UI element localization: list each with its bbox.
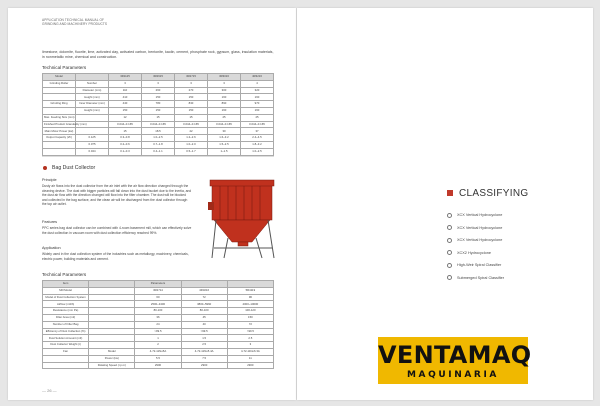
table-cell: 970 xyxy=(241,101,274,108)
table-cell: 830 xyxy=(175,101,208,108)
table-cell: 0.7~1.8 xyxy=(142,141,175,148)
table-cell: 5R4119 xyxy=(227,287,273,294)
table-cell: 72 xyxy=(227,321,273,328)
table-cell xyxy=(43,362,89,369)
table-cell: Model xyxy=(43,74,76,81)
table-cell: 2 xyxy=(135,342,181,349)
table-cell: Output Capacity (t/h) xyxy=(43,135,76,142)
table-cell: 37 xyxy=(241,128,274,135)
dust-collector-illustration xyxy=(208,178,280,260)
table-cell: 60 xyxy=(135,294,181,301)
mill-parameters-table xyxy=(42,73,274,156)
table-cell: 25 xyxy=(208,114,241,121)
table-cell: 410 xyxy=(109,94,142,101)
table-row xyxy=(43,121,274,128)
table-cell: Dust Solution Amount (m3) xyxy=(43,335,89,342)
page-header xyxy=(42,18,107,27)
left-page xyxy=(8,8,296,400)
table-cell xyxy=(43,355,89,362)
table-cell: 150 xyxy=(227,314,273,321)
technical-parameters-heading: Technical Parameters xyxy=(42,65,87,70)
table-cell: Filter Area (m2) xyxy=(43,314,89,321)
table-cell: 110 xyxy=(109,87,142,94)
table-cell xyxy=(227,281,273,288)
table-cell: 1.2~2.6 xyxy=(175,135,208,142)
table-cell: 4R3216 xyxy=(241,74,274,81)
bag-dust-collector-image xyxy=(208,178,280,260)
classifying-item-label: XCX Vertical Hydrocyclone xyxy=(457,213,503,218)
table-cell: 3R1125 xyxy=(109,74,142,81)
table-row xyxy=(43,308,274,315)
table-cell: 4-72-11No5.4A xyxy=(181,348,227,355)
table-cell: Efficiency of Dust Collection (%) xyxy=(43,328,89,335)
table-cell: 160 xyxy=(241,94,274,101)
table-cell: 0.5~1.7 xyxy=(175,148,208,155)
classifying-marker xyxy=(447,190,453,196)
table-cell xyxy=(89,314,135,321)
table-cell xyxy=(89,328,135,335)
table-cell: Grinding Roller xyxy=(43,80,76,87)
circle-bullet-icon xyxy=(447,263,452,268)
classifying-item xyxy=(447,272,504,285)
table-cell: 890 xyxy=(208,101,241,108)
table-cell: Model of Dust Collection System xyxy=(43,294,89,301)
table-row xyxy=(43,342,274,349)
table-cell: 160 xyxy=(208,107,241,114)
table-cell: 0.044~0.165 xyxy=(175,121,208,128)
table-row xyxy=(43,301,274,308)
table-row xyxy=(43,294,274,301)
table-row xyxy=(43,328,274,335)
table-row xyxy=(43,362,274,369)
bag-dust-collector-title: Bag Dust Collector xyxy=(52,165,96,171)
table-cell: 270 xyxy=(175,87,208,94)
table-cell: Parameters xyxy=(135,281,181,288)
table-cell: 2900 xyxy=(227,362,273,369)
table-cell: 160 xyxy=(208,94,241,101)
table-cell xyxy=(76,114,109,121)
table-cell xyxy=(43,148,76,155)
table-cell xyxy=(89,301,135,308)
table-cell: 2.5 xyxy=(227,335,273,342)
table-cell: 0.4~1.1 xyxy=(142,148,175,155)
classifying-list xyxy=(447,209,504,284)
table-cell: Main Motor Power (kw) xyxy=(43,128,76,135)
table-cell: 150 xyxy=(109,107,142,114)
table-cell: 40 xyxy=(181,321,227,328)
table-cell: Dust Collector Weight (t) xyxy=(43,342,89,349)
table-cell: 3 xyxy=(109,80,142,87)
table-cell: 3 xyxy=(175,80,208,87)
table-cell: >99.5 xyxy=(227,328,273,335)
table-cell: Grinding Ring xyxy=(43,101,76,108)
table-cell: Power (kw) xyxy=(89,355,135,362)
table-row xyxy=(43,287,274,294)
table-row xyxy=(43,80,274,87)
page-number: — 26 — xyxy=(42,388,57,393)
table-cell: 3R2715 xyxy=(175,74,208,81)
principle-label: Principle xyxy=(42,178,57,182)
table-cell: 18.5 xyxy=(142,128,175,135)
table-row xyxy=(43,94,274,101)
table-cell: Number of Filter Bag xyxy=(43,321,89,328)
table-cell: 80-100 xyxy=(135,308,181,315)
table-cell: 100-120 xyxy=(227,308,273,315)
table-cell: 1.5~2.5 xyxy=(208,141,241,148)
table-cell: 1.5 xyxy=(181,335,227,342)
application-text: Widely used in the dust collection system of the industries such as metallurgy, machinery, chemicals, electric power, building materials and cement. xyxy=(42,252,189,261)
table-cell: 3 xyxy=(142,80,175,87)
table-cell: 96 xyxy=(227,294,273,301)
table-cell: 12 xyxy=(109,114,142,121)
table-cell: 24 xyxy=(135,321,181,328)
table-cell xyxy=(43,141,76,148)
table-header-row xyxy=(43,74,274,81)
classifying-item xyxy=(447,222,504,235)
classifying-title: CLASSIFYING xyxy=(459,188,529,199)
table-cell: 1~1.5 xyxy=(208,148,241,155)
table-cell: Number xyxy=(76,80,109,87)
table-cell: 72 xyxy=(181,294,227,301)
ventamaq-logo xyxy=(378,337,532,384)
table-cell: 4R3216 xyxy=(181,287,227,294)
table-cell: 0.1~0.3 xyxy=(109,148,142,155)
classifying-item-label: High-Weir Spiral Classifier xyxy=(457,263,502,268)
table-cell: 0.044~0.165 xyxy=(109,121,142,128)
table-cell xyxy=(181,281,227,288)
page-header-line: APPLICATION TECHNICAL MANUAL OF xyxy=(42,18,105,22)
table-cell: 22 xyxy=(175,128,208,135)
table-cell: 1.0~2.5 xyxy=(241,148,274,155)
table-row xyxy=(43,348,274,355)
table-cell: Resistance (mm Pa) xyxy=(43,308,89,315)
table-cell: 3800~5960 xyxy=(181,301,227,308)
table-cell: Rotating Speed (r.p.m) xyxy=(89,362,135,369)
table-cell: 15 xyxy=(142,114,175,121)
classifying-item xyxy=(447,234,504,247)
table-cell: 3R3016 xyxy=(208,74,241,81)
table-cell: 11 xyxy=(227,355,273,362)
table-cell: 1.6~3.2 xyxy=(208,135,241,142)
table-row xyxy=(43,135,274,142)
table-cell: 25 xyxy=(241,114,274,121)
features-text: PPC series bag dust collector can be combined with 4-room basement mill, which can effectively solve the dust collection in vacuum room with dust collection efficiency reached 99%. xyxy=(42,226,192,235)
table-cell xyxy=(89,335,135,342)
table-cell: Max. Feeding Size (mm) xyxy=(43,114,76,121)
table-cell: Mill Model xyxy=(43,287,89,294)
table-cell: 1.0~2.0 xyxy=(175,141,208,148)
table-cell: >99.5 xyxy=(181,328,227,335)
table-header-row xyxy=(43,281,274,288)
table-cell xyxy=(76,74,109,81)
table-cell: 300 xyxy=(208,87,241,94)
table-cell: 4-72-11No5A xyxy=(135,348,181,355)
section-bullet xyxy=(43,166,47,170)
circle-bullet-icon xyxy=(447,238,452,243)
table-cell: 0.075 xyxy=(76,141,109,148)
table-cell: 0.125 xyxy=(76,135,109,142)
circle-bullet-icon xyxy=(447,225,452,230)
table-row xyxy=(43,128,274,135)
table-cell: 1.8~3.2 xyxy=(241,141,274,148)
table-cell: Inner Diameter (mm) xyxy=(76,101,109,108)
principle-text: Dusty air flows into the dust collector from the air inlet with the air flow direction changed through the cleaning device. The dust with bigger particles will fall down into the dust bucket due to the inertia, and the dust air flow with the direction changed will flow into the filter chamber. The dust will be blocked and collected in the bag surface, and the clean air will be discharged from the dust collector through the top air outlet. xyxy=(42,184,192,207)
table-cell: 150 xyxy=(142,94,175,101)
table-cell: 2900 xyxy=(135,362,181,369)
table-cell xyxy=(43,107,76,114)
table-cell: 150 xyxy=(175,94,208,101)
table-cell: 36 xyxy=(135,314,181,321)
table-cell: 0.044~0.165 xyxy=(142,121,175,128)
circle-bullet-icon xyxy=(447,250,452,255)
table-cell: 780 xyxy=(142,101,175,108)
table-cell: 0.044~0.165 xyxy=(208,121,241,128)
classifying-item-label: XCX Vertical Hydrocyclone xyxy=(457,238,503,243)
table-row xyxy=(43,321,274,328)
table-cell: 0.044 xyxy=(76,148,109,155)
bag-collector-table xyxy=(42,280,274,369)
classifying-item xyxy=(447,259,504,272)
table-row xyxy=(43,141,274,148)
table-cell: 0.3~0.8 xyxy=(109,135,142,142)
table-cell: Fan xyxy=(43,348,89,355)
table-cell: 7.5 xyxy=(181,355,227,362)
classifying-item xyxy=(447,247,504,260)
table-row xyxy=(43,335,274,342)
table-cell: 0.2~0.6 xyxy=(109,141,142,148)
table-cell xyxy=(89,308,135,315)
classifying-item-label: XCX2 Hydrocyclone xyxy=(457,250,491,255)
table-cell: 160 xyxy=(241,107,274,114)
classifying-item-label: XCX Vertical Hydrocyclone xyxy=(457,225,503,230)
logo-sub-text: MAQUINARIA xyxy=(407,370,499,380)
features-label: Features xyxy=(42,220,57,224)
page-header-line: GRINDING AND MACHINERY PRODUCTS xyxy=(42,22,108,27)
table-cell: 320 xyxy=(241,87,274,94)
table-cell: Airflow (m3/h) xyxy=(43,301,89,308)
table-cell: 150 xyxy=(142,107,175,114)
table-cell: 150 xyxy=(175,107,208,114)
application-label: Application xyxy=(42,246,61,250)
table-cell xyxy=(43,94,76,101)
table-cell xyxy=(89,287,135,294)
table-cell: 5.5 xyxy=(135,355,181,362)
technical-parameters-heading-2: Technical Parameters xyxy=(42,272,87,277)
intro-paragraph: limestone, dolomite, fluorite, lime, activated clay, activated carbon, bentonite, kaolin, cement, phosphate rock, gypsum, glass, insulation materials, in nonmetallic mine, chemical and construction. xyxy=(42,50,274,59)
table-cell: 260 xyxy=(142,87,175,94)
table-row xyxy=(43,107,274,114)
table-cell: Height (mm) xyxy=(76,94,109,101)
table-cell: 4000~10000 xyxy=(227,301,273,308)
table-cell: 1 xyxy=(135,335,181,342)
table-cell xyxy=(89,281,135,288)
table-cell: 1.0~2.5 xyxy=(142,135,175,142)
classifying-item xyxy=(447,209,504,222)
circle-bullet-icon xyxy=(447,275,452,280)
table-cell: 30 xyxy=(208,128,241,135)
table-cell: 15 xyxy=(109,128,142,135)
divider xyxy=(42,156,274,157)
table-cell xyxy=(89,342,135,349)
table-cell: 440 xyxy=(109,101,142,108)
table-cell: 80-100 xyxy=(181,308,227,315)
table-cell: Item xyxy=(43,281,89,288)
circle-bullet-icon xyxy=(447,213,452,218)
table-cell: 2500~3400 xyxy=(135,301,181,308)
table-cell xyxy=(89,294,135,301)
table-cell: Height (mm) xyxy=(76,107,109,114)
table-cell xyxy=(89,321,135,328)
table-row xyxy=(43,114,274,121)
table-cell: 45 xyxy=(181,314,227,321)
table-cell: 3 xyxy=(227,342,273,349)
table-cell: 2900 xyxy=(181,362,227,369)
table-cell: 3R2615 xyxy=(142,74,175,81)
table-cell: 4 xyxy=(241,80,274,87)
table-row xyxy=(43,314,274,321)
table-row xyxy=(43,101,274,108)
table-cell xyxy=(43,87,76,94)
table-cell: 4-72-11No6.3A xyxy=(227,348,273,355)
table-cell: 15 xyxy=(175,114,208,121)
logo-main-text: VENTAMAQ xyxy=(378,341,532,369)
table-cell: 3R2714 xyxy=(135,287,181,294)
table-row xyxy=(43,355,274,362)
table-cell: 2.5 xyxy=(181,342,227,349)
classifying-item-label: Submerged Spiral Classifier xyxy=(457,275,505,280)
table-row xyxy=(43,148,274,155)
table-cell: Finished Product Granularity (mm) xyxy=(43,121,76,128)
table-cell: 0.044~0.165 xyxy=(241,121,274,128)
table-cell: 2.4~4.5 xyxy=(241,135,274,142)
table-cell: 3 xyxy=(208,80,241,87)
table-row xyxy=(43,87,274,94)
table-cell: >99.5 xyxy=(135,328,181,335)
table-cell: Model xyxy=(89,348,135,355)
table-cell: Diameter (mm) xyxy=(76,87,109,94)
table-cell xyxy=(76,128,109,135)
